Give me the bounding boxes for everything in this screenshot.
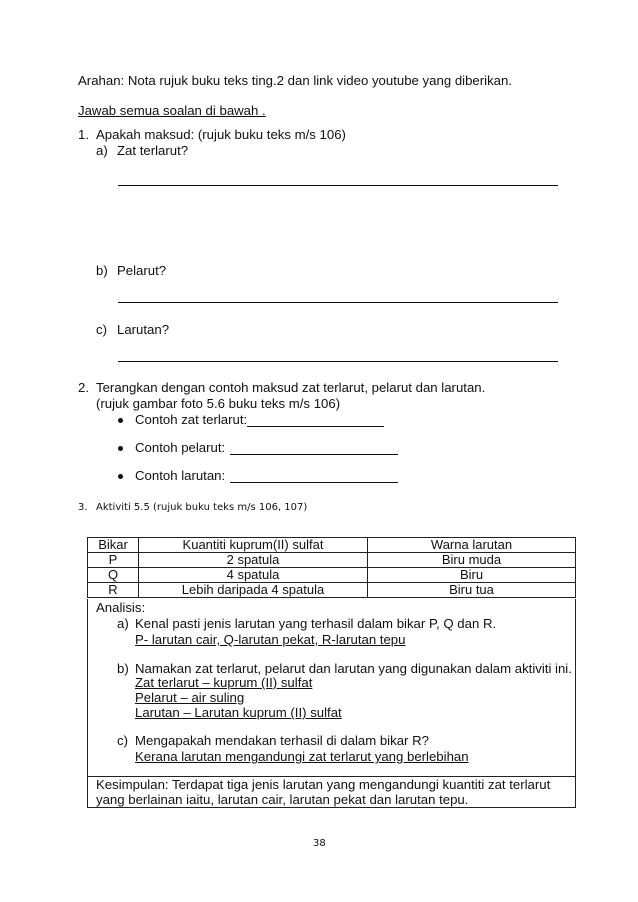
analysis-c-number: c) xyxy=(117,733,128,748)
q1b-answer-line[interactable] xyxy=(118,302,558,303)
table-cell: R xyxy=(88,583,139,598)
q1c-text: Larutan? xyxy=(117,322,170,337)
q3-text: Aktiviti 5.5 (rujuk buku teks m/s 106, 107) xyxy=(96,502,308,513)
table-cell: Biru muda xyxy=(368,553,576,568)
conclusion-line-1: Kesimpulan: Terdapat tiga jenis larutan yang mengandungi kuantiti zat terlarut xyxy=(96,777,551,792)
q2-number: 2. xyxy=(78,380,89,395)
q1b-text: Pelarut? xyxy=(117,263,167,278)
q1-text: Apakah maksud: (rujuk buku teks m/s 106) xyxy=(96,127,346,142)
q2-solute-answer-line[interactable] xyxy=(247,426,384,427)
table-header-row xyxy=(88,538,576,553)
table-header: Bikar xyxy=(88,538,139,553)
bullet-icon xyxy=(118,418,123,423)
analysis-b-number: b) xyxy=(117,661,129,676)
table-cell: Biru tua xyxy=(368,583,576,598)
analysis-c-question: Mengapakah mendakan terhasil di dalam bikar R? xyxy=(135,733,429,748)
q1a-answer-line[interactable] xyxy=(118,185,558,186)
q1-number: 1. xyxy=(78,127,89,142)
table-cell: P xyxy=(88,553,139,568)
q2-bullet-solution: Contoh larutan: xyxy=(135,468,226,483)
table-header: Kuantiti kuprum(II) sulfat xyxy=(139,538,368,553)
analysis-b-answer-solvent: Pelarut – air suling xyxy=(135,690,245,705)
table-row xyxy=(88,553,576,568)
analysis-b-answer-solute: Zat terlarut – kuprum (II) sulfat xyxy=(135,675,313,690)
analysis-title: Analisis: xyxy=(96,600,146,615)
q2-solvent-answer-line[interactable] xyxy=(230,454,398,455)
analysis-b-question: Namakan zat terlarut, pelarut dan larutan yang digunakan dalam aktiviti ini. xyxy=(135,661,572,676)
q2-bullet-solvent: Contoh pelarut: xyxy=(135,440,226,455)
bullet-icon xyxy=(118,474,123,479)
analysis-a-number: a) xyxy=(117,616,129,631)
q1c-number: c) xyxy=(96,322,107,337)
q2-bullet-solute: Contoh zat terlarut: xyxy=(135,412,248,427)
q2-reference: (rujuk gambar foto 5.6 buku teks m/s 106) xyxy=(96,396,341,411)
q2-text: Terangkan dengan contoh maksud zat terlarut, pelarut dan larutan. xyxy=(96,380,486,395)
q3-number: 3. xyxy=(78,502,88,513)
page-number: 38 xyxy=(313,838,326,849)
table-cell: 4 spatula xyxy=(139,568,368,583)
instruction-text: Arahan: Nota rujuk buku teks ting.2 dan link video youtube yang diberikan. xyxy=(78,73,512,88)
table-cell: Biru xyxy=(368,568,576,583)
analysis-c-answer: Kerana larutan mengandungi zat terlarut yang berlebihan xyxy=(135,749,469,764)
answer-all-heading: Jawab semua soalan di bawah . xyxy=(78,103,266,118)
q1a-number: a) xyxy=(96,143,108,158)
table-cell: Lebih daripada 4 spatula xyxy=(139,583,368,598)
q1b-number: b) xyxy=(96,263,108,278)
analysis-a-question: Kenal pasti jenis larutan yang terhasil dalam bikar P, Q dan R. xyxy=(135,616,497,631)
bullet-icon xyxy=(118,446,123,451)
q2-solution-answer-line[interactable] xyxy=(230,482,398,483)
table-cell: Q xyxy=(88,568,139,583)
table-row xyxy=(88,568,576,583)
q1c-answer-line[interactable] xyxy=(118,361,558,362)
analysis-b-answer-solution: Larutan – Larutan kuprum (II) sulfat xyxy=(135,705,342,720)
q1a-text: Zat terlarut? xyxy=(117,143,189,158)
table-cell: 2 spatula xyxy=(139,553,368,568)
conclusion-line-2: yang berlainan iaitu, larutan cair, larutan pekat dan larutan tepu. xyxy=(96,792,469,807)
table-row xyxy=(88,583,576,598)
analysis-a-answer: P- larutan cair, Q-larutan pekat, R-larutan tepu xyxy=(135,632,406,647)
table-header: Warna larutan xyxy=(368,538,576,553)
activity-table xyxy=(87,537,576,598)
